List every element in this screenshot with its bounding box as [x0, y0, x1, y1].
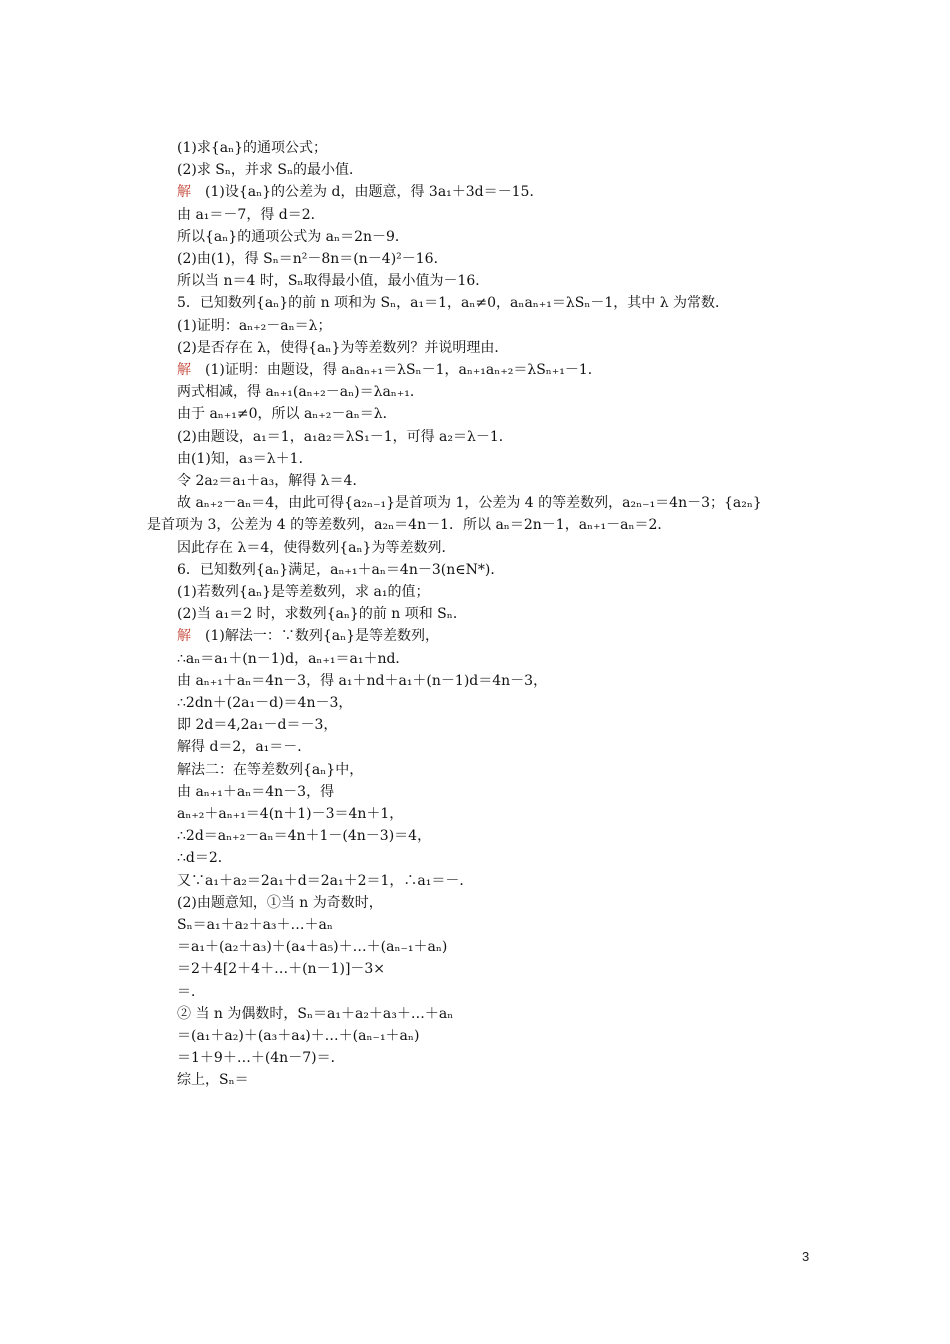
text-line: ∴2d＝aₙ₊₂－aₙ＝4n＋1－(4n－3)＝4，: [177, 828, 432, 845]
text-line: ＝a₁＋(a₂＋a₃)＋(a₄＋a₅)＋…＋(aₙ₋₁＋aₙ): [177, 939, 448, 956]
solution-label: 解: [177, 184, 191, 201]
text-line: Sₙ＝a₁＋a₂＋a₃＋…＋aₙ: [177, 917, 333, 933]
text-line: (2)由(1)，得 Sₙ＝n²－8n＝(n－4)²－16．: [177, 251, 448, 267]
text-line: ＝2＋4[2＋4＋…＋(n－1)]－3×: [177, 961, 386, 978]
text-line: 由于 aₙ₊₁≠0，所以 aₙ₊₂－aₙ＝λ．: [177, 406, 397, 423]
text-line: ∴d＝2．: [177, 850, 232, 867]
text-line: 解得 d＝2，a₁＝－．: [177, 739, 312, 756]
text-line: (2)当 a₁＝2 时，求数列{aₙ}的前 n 项和 Sₙ．: [177, 606, 467, 623]
text-line: 6．已知数列{aₙ}满足，aₙ₊₁＋aₙ＝4n－3(n∈N*)．: [177, 561, 505, 578]
text-line: (2)由题意知，①当 n 为奇数时，: [177, 894, 383, 911]
text-line: (2)是否存在 λ，使得{aₙ}为等差数列？并说明理由．: [177, 339, 509, 356]
text-line: ② 当 n 为偶数时，Sₙ＝a₁＋a₂＋a₃＋…＋aₙ: [177, 1005, 454, 1022]
text-line: ＝1＋9＋…＋(4n－7)＝．: [177, 1050, 345, 1067]
text-line: ∴2dn＋(2a₁－d)＝4n－3，: [177, 695, 353, 711]
text-line: [177, 361, 602, 379]
solution-label: 解: [177, 628, 191, 645]
text-line: 因此存在 λ＝4，使得数列{aₙ}为等差数列．: [177, 539, 456, 556]
text-line: ＝(a₁＋a₂)＋(a₃＋a₄)＋…＋(aₙ₋₁＋aₙ): [177, 1028, 420, 1044]
text-line: 所以{aₙ}的通项公式为 aₙ＝2n－9．: [177, 228, 409, 245]
text-line: [177, 627, 439, 645]
text-line: 5．已知数列{aₙ}的前 n 项和为 Sₙ，a₁＝1，aₙ≠0，aₙaₙ₊₁＝λSₙ－1，其中 λ 为常数．: [177, 295, 730, 312]
text-line: (1)若数列{aₙ}是等差数列，求 a₁的值；: [177, 584, 430, 600]
text-line: 由 a₁＝－7，得 d＝2．: [177, 206, 325, 223]
text-line: (2)求 Sₙ，并求 Sₙ的最小值．: [177, 162, 364, 179]
text-line: [177, 183, 543, 201]
solution-label: 解: [177, 362, 191, 378]
text-line: 所以当 n＝4 时，Sₙ取得最小值，最小值为－16．: [177, 273, 490, 290]
text-line: 故 aₙ₊₂－aₙ＝4，由此可得{a₂ₙ₋₁}是首项为 1，公差为 4 的等差数列，a₂ₙ₋₁＝4n－3；{a₂ₙ}: [177, 495, 762, 512]
text-line: 由 aₙ₊₁＋aₙ＝4n－3，得 a₁＋nd＋a₁＋(n－1)d＝4n－3，: [177, 672, 548, 689]
solution-text: (1)解法一：∵数列{aₙ}是等差数列，: [191, 628, 440, 645]
text-line: (1)证明：aₙ₊₂－aₙ＝λ；: [177, 317, 332, 334]
text-line: 是首项为 3，公差为 4 的等差数列，a₂ₙ＝4n－1．所以 aₙ＝2n－1，aₙ₊₁－aₙ＝2．: [147, 517, 672, 534]
text-line: 令 2a₂＝a₁＋a₃，解得 λ＝4．: [177, 473, 367, 489]
text-line: 又∵a₁＋a₂＝2a₁＋d＝2a₁＋2＝1，∴a₁＝－．: [177, 872, 474, 889]
solution-text: (1)设{aₙ}的公差为 d，由题意，得 3a₁＋3d＝－15．: [191, 184, 544, 201]
text-line: 综上，Sₙ＝: [177, 1072, 249, 1089]
text-line: 由 aₙ₊₁＋aₙ＝4n－3，得: [177, 783, 335, 800]
solution-text: (1)证明：由题设，得 aₙaₙ₊₁＝λSₙ－1，aₙ₊₁aₙ₊₂＝λSₙ₊₁－1．: [191, 362, 602, 378]
text-line: 解法二：在等差数列{aₙ}中，: [177, 761, 364, 778]
page-number: 3: [802, 1249, 810, 1264]
text-line: (2)由题设，a₁＝1，a₁a₂＝λS₁－1，可得 a₂＝λ－1．: [177, 428, 513, 445]
text-line: 由(1)知，a₃＝λ＋1．: [177, 450, 313, 467]
text-line: 即 2d＝4,2a₁－d＝－3，: [177, 717, 338, 734]
text-line: (1)求{aₙ}的通项公式；: [177, 140, 328, 156]
text-line: ＝．: [177, 983, 205, 1000]
text-line: aₙ₊₂＋aₙ₊₁＝4(n＋1)－3＝4n＋1，: [177, 806, 404, 822]
text-line: ∴aₙ＝a₁＋(n－1)d，aₙ₊₁＝a₁＋nd．: [177, 650, 410, 667]
text-line: 两式相减，得 aₙ₊₁(aₙ₊₂－aₙ)＝λaₙ₊₁．: [177, 384, 424, 401]
